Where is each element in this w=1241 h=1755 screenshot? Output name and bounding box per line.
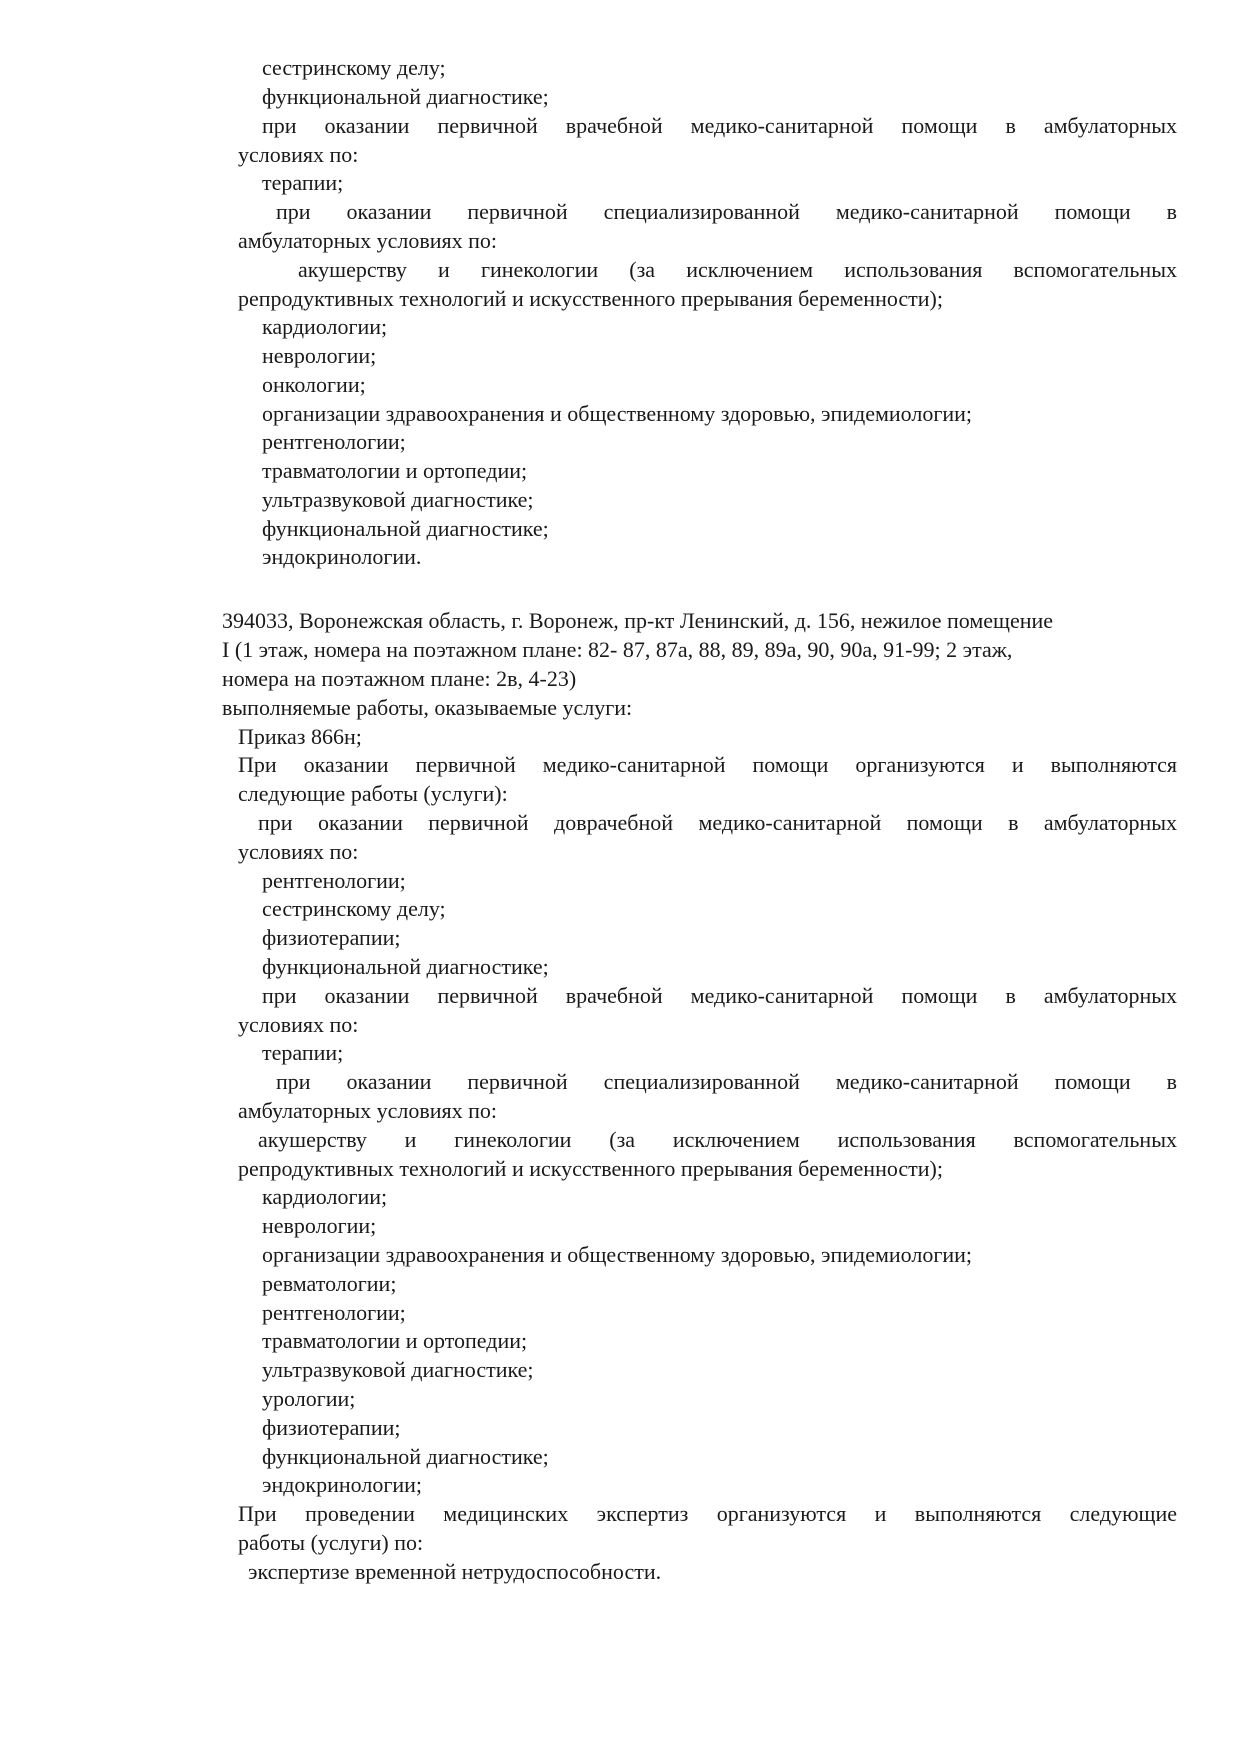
paragraph-line: репродуктивных технологий и искусственного прерывания беременности); <box>238 1156 943 1181</box>
paragraph <box>298 255 1177 284</box>
list-item: неврологии; <box>262 1213 377 1238</box>
paragraph-line: при оказании первичной врачебной медико-санитарной помощи в амбулаторных <box>262 983 1177 1008</box>
list-item: терапии; <box>262 170 344 195</box>
list-item: функциональной диагностике; <box>262 84 549 109</box>
order-reference: Приказ 866н; <box>238 724 362 749</box>
list-item: сестринскому делу; <box>262 896 446 921</box>
list-item: рентгенологии; <box>262 868 406 893</box>
paragraph <box>238 1499 1177 1528</box>
list-item: травматологии и ортопедии; <box>262 1328 528 1353</box>
paragraph-line: условиях по: <box>238 839 359 864</box>
paragraph-line: акушерству и гинекологии (за исключением использования вспомогательных <box>298 257 1177 282</box>
list-item: ультразвуковой диагностике; <box>262 1357 534 1382</box>
list-item: физиотерапии; <box>262 1415 401 1440</box>
paragraph-line: при оказании первичной врачебной медико-санитарной помощи в амбулаторных <box>262 113 1177 138</box>
list-item: физиотерапии; <box>262 925 401 950</box>
paragraph-line: При оказании первичной медико-санитарной помощи организуются и выполняются <box>238 752 1177 777</box>
paragraph <box>258 808 1177 837</box>
list-item: организации здравоохранения и общественному здоровью, эпидемиологии; <box>262 1242 973 1267</box>
paragraph-line: работы (услуги) по: <box>238 1530 424 1555</box>
paragraph <box>238 750 1177 779</box>
list-item: функциональной диагностике; <box>262 516 549 541</box>
paragraph <box>262 111 1177 140</box>
list-item: онкологии; <box>262 372 366 397</box>
paragraph-line: условиях по: <box>238 1012 359 1037</box>
list-item: эндокринологии; <box>262 1472 423 1497</box>
list-item: эндокринологии. <box>262 544 422 569</box>
list-item: рентгенологии; <box>262 1300 406 1325</box>
list-item: экспертизе временной нетрудоспособности. <box>248 1559 662 1584</box>
section-heading: выполняемые работы, оказываемые услуги: <box>222 695 633 720</box>
list-item: организации здравоохранения и общественному здоровью, эпидемиологии; <box>262 401 973 426</box>
list-item: кардиологии; <box>262 314 388 339</box>
paragraph-line: При проведении медицинских экспертиз организуются и выполняются следующие <box>238 1501 1177 1526</box>
address-line: I (1 этаж, номера на поэтажном плане: 82- 87, 87а, 88, 89, 89а, 90, 90а, 91-99; 2 этаж, <box>222 637 1013 662</box>
list-item: функциональной диагностике; <box>262 954 549 979</box>
list-item: сестринскому делу; <box>262 55 446 80</box>
paragraph <box>258 1125 1177 1154</box>
list-item: кардиологии; <box>262 1184 388 1209</box>
paragraph-line: амбулаторных условиях по: <box>238 228 498 253</box>
paragraph-line: при оказании первичной доврачебной медико-санитарной помощи в амбулаторных <box>258 810 1177 835</box>
list-item: терапии; <box>262 1040 344 1065</box>
paragraph-line: акушерству и гинекологии (за исключением использования вспомогательных <box>258 1127 1177 1152</box>
address-line: номера на поэтажном плане: 2в, 4-23) <box>222 666 577 691</box>
list-item: ультразвуковой диагностике; <box>262 487 534 512</box>
list-item: функциональной диагностике; <box>262 1444 549 1469</box>
paragraph-line: репродуктивных технологий и искусственного прерывания беременности); <box>238 286 943 311</box>
paragraph-line: условиях по: <box>238 142 359 167</box>
list-item: рентгенологии; <box>262 429 406 454</box>
list-item: неврологии; <box>262 343 377 368</box>
list-item: урологии; <box>262 1386 356 1411</box>
list-item: ревматологии; <box>262 1271 397 1296</box>
list-item: травматологии и ортопедии; <box>262 458 528 483</box>
paragraph-line: следующие работы (услуги): <box>238 781 508 806</box>
paragraph <box>276 197 1177 226</box>
address-line: 394033, Воронежская область, г. Воронеж, пр-кт Ленинский, д. 156, нежилое помещение <box>222 608 1054 633</box>
paragraph <box>262 981 1177 1010</box>
paragraph <box>276 1067 1177 1096</box>
paragraph-line: при оказании первичной специализированной медико-санитарной помощи в <box>276 199 1177 224</box>
paragraph-line: амбулаторных условиях по: <box>238 1098 498 1123</box>
paragraph-line: при оказании первичной специализированной медико-санитарной помощи в <box>276 1069 1177 1094</box>
